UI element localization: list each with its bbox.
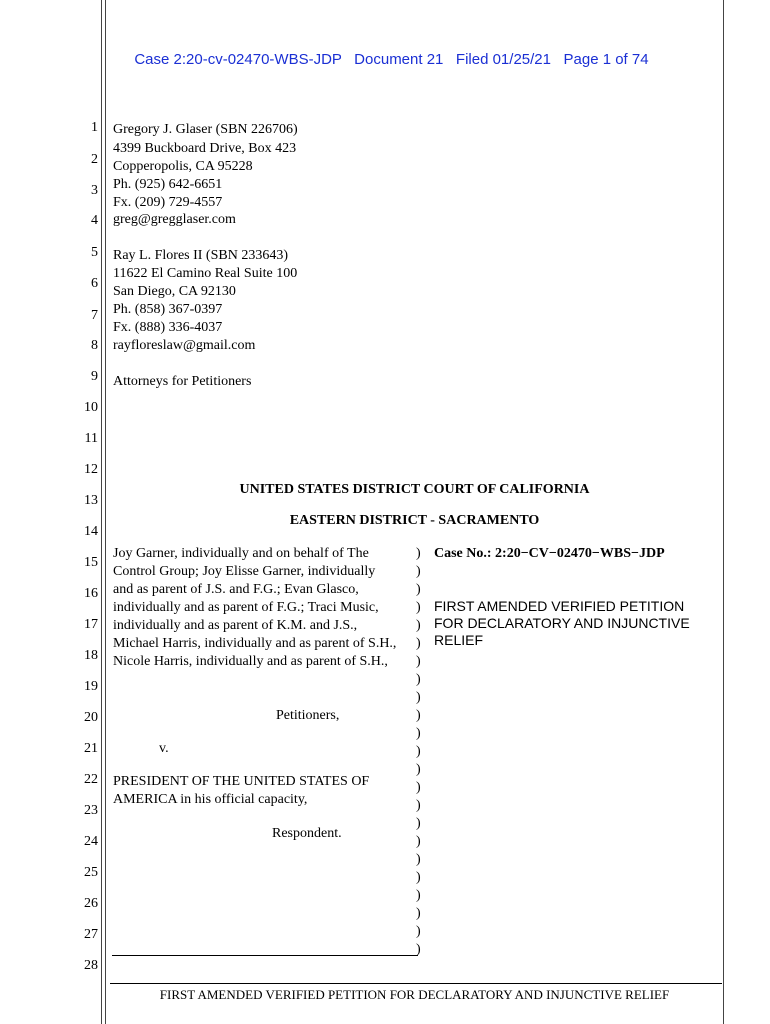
right-margin-rule xyxy=(723,0,724,1024)
party-line: Control Group; Joy Elisse Garner, individually xyxy=(113,564,376,579)
line-number: 15 xyxy=(84,555,98,570)
court-district: EASTERN DISTRICT - SACRAMENTO xyxy=(289,513,540,528)
line-number: 28 xyxy=(84,958,98,973)
caption-paren: ) xyxy=(416,798,421,813)
attorney2-email: rayfloreslaw@gmail.com xyxy=(113,338,256,353)
line-number: 25 xyxy=(84,865,98,880)
footer-rule xyxy=(110,983,722,984)
caption-paren: ) xyxy=(416,600,421,615)
line-number: 14 xyxy=(84,524,98,539)
line-number: 18 xyxy=(84,648,98,663)
line-number: 20 xyxy=(84,710,98,725)
line-number: 7 xyxy=(91,308,98,323)
attorney2-city: San Diego, CA 92130 xyxy=(113,284,236,299)
caption-paren: ) xyxy=(416,888,421,903)
line-number: 12 xyxy=(84,462,98,477)
attorney2-name: Ray L. Flores II (SBN 233643) xyxy=(113,248,288,263)
caption-paren: ) xyxy=(416,834,421,849)
caption-underline xyxy=(112,955,418,956)
line-number: 21 xyxy=(84,741,98,756)
versus-label: v. xyxy=(159,741,169,756)
caption-paren: ) xyxy=(416,852,421,867)
line-number: 23 xyxy=(84,803,98,818)
caption-paren: ) xyxy=(416,780,421,795)
caption-paren: ) xyxy=(416,726,421,741)
line-number: 1 xyxy=(91,120,98,135)
party-line: Nicole Harris, individually and as parent of S.H., xyxy=(113,654,388,669)
court-name: UNITED STATES DISTRICT COURT OF CALIFORNIA xyxy=(239,482,590,497)
attorney1-phone: Ph. (925) 642-6651 xyxy=(113,177,223,192)
line-number: 26 xyxy=(84,896,98,911)
line-number: 27 xyxy=(84,927,98,942)
caption-paren: ) xyxy=(416,924,421,939)
caption-paren: ) xyxy=(416,636,421,651)
header-document: Document 21 xyxy=(354,51,444,68)
respondent-label: Respondent. xyxy=(272,826,342,841)
petitioners-label: Petitioners, xyxy=(276,708,340,723)
caption-paren: ) xyxy=(416,654,421,669)
filing-header xyxy=(126,34,649,68)
header-page: Page 1 of 74 xyxy=(563,51,649,68)
line-number: 2 xyxy=(91,152,98,167)
attorneys-for-label: Attorneys for Petitioners xyxy=(113,374,252,389)
party-line: Michael Harris, individually and as parent of S.H., xyxy=(113,636,397,651)
case-number: Case No.: 2:20−CV−02470−WBS−JDP xyxy=(434,546,665,561)
line-number: 19 xyxy=(84,679,98,694)
left-margin-rule-1 xyxy=(101,0,102,1024)
page-footer: FIRST AMENDED VERIFIED PETITION FOR DECLARATORY AND INJUNCTIVE RELIEF xyxy=(159,987,670,1002)
party-line: individually and as parent of F.G.; Traci Music, xyxy=(113,600,379,615)
caption-paren: ) xyxy=(416,564,421,579)
caption-paren: ) xyxy=(416,582,421,597)
party-line: individually and as parent of K.M. and J.S., xyxy=(113,618,358,633)
line-number: 11 xyxy=(84,431,98,446)
caption-paren: ) xyxy=(416,906,421,921)
attorney1-city: Copperopolis, CA 95228 xyxy=(113,159,253,174)
caption-paren: ) xyxy=(416,942,421,957)
attorney2-address: 11622 El Camino Real Suite 100 xyxy=(113,266,298,281)
line-number: 17 xyxy=(84,617,98,632)
line-number: 5 xyxy=(91,245,98,260)
header-case-number: Case 2:20-cv-02470-WBS-JDP xyxy=(134,51,342,68)
caption-paren: ) xyxy=(416,618,421,633)
petition-title-line: FOR DECLARATORY AND INJUNCTIVE xyxy=(434,615,690,631)
attorney1-fax: Fx. (209) 729-4557 xyxy=(113,195,223,210)
line-number: 24 xyxy=(84,834,98,849)
caption-paren: ) xyxy=(416,870,421,885)
caption-paren: ) xyxy=(416,672,421,687)
caption-paren: ) xyxy=(416,546,421,561)
respondent-line: AMERICA in his official capacity, xyxy=(113,792,308,807)
caption-paren: ) xyxy=(416,708,421,723)
line-number: 13 xyxy=(84,493,98,508)
line-number: 4 xyxy=(91,213,98,228)
attorney2-fax: Fx. (888) 336-4037 xyxy=(113,320,223,335)
line-number: 3 xyxy=(91,183,98,198)
line-number: 16 xyxy=(84,586,98,601)
header-filed-date: Filed 01/25/21 xyxy=(455,51,551,68)
line-number: 8 xyxy=(91,338,98,353)
line-number: 22 xyxy=(84,772,98,787)
petition-title-line: RELIEF xyxy=(434,632,484,648)
caption-paren: ) xyxy=(416,690,421,705)
caption-paren: ) xyxy=(416,744,421,759)
attorney2-phone: Ph. (858) 367-0397 xyxy=(113,302,223,317)
respondent-line: PRESIDENT OF THE UNITED STATES OF xyxy=(113,774,370,789)
petition-title-line: FIRST AMENDED VERIFIED PETITION xyxy=(434,598,685,614)
party-line: and as parent of J.S. and F.G.; Evan Glasco, xyxy=(113,582,359,597)
attorney1-name: Gregory J. Glaser (SBN 226706) xyxy=(113,122,298,137)
caption-paren: ) xyxy=(416,816,421,831)
attorney1-email: greg@gregglaser.com xyxy=(113,212,236,227)
line-number: 9 xyxy=(91,369,98,384)
attorney1-address: 4399 Buckboard Drive, Box 423 xyxy=(113,141,297,156)
party-line: Joy Garner, individually and on behalf of The xyxy=(113,546,369,561)
line-number: 10 xyxy=(84,400,98,415)
line-number: 6 xyxy=(91,276,98,291)
caption-paren: ) xyxy=(416,762,421,777)
left-margin-rule-2 xyxy=(105,0,106,1024)
